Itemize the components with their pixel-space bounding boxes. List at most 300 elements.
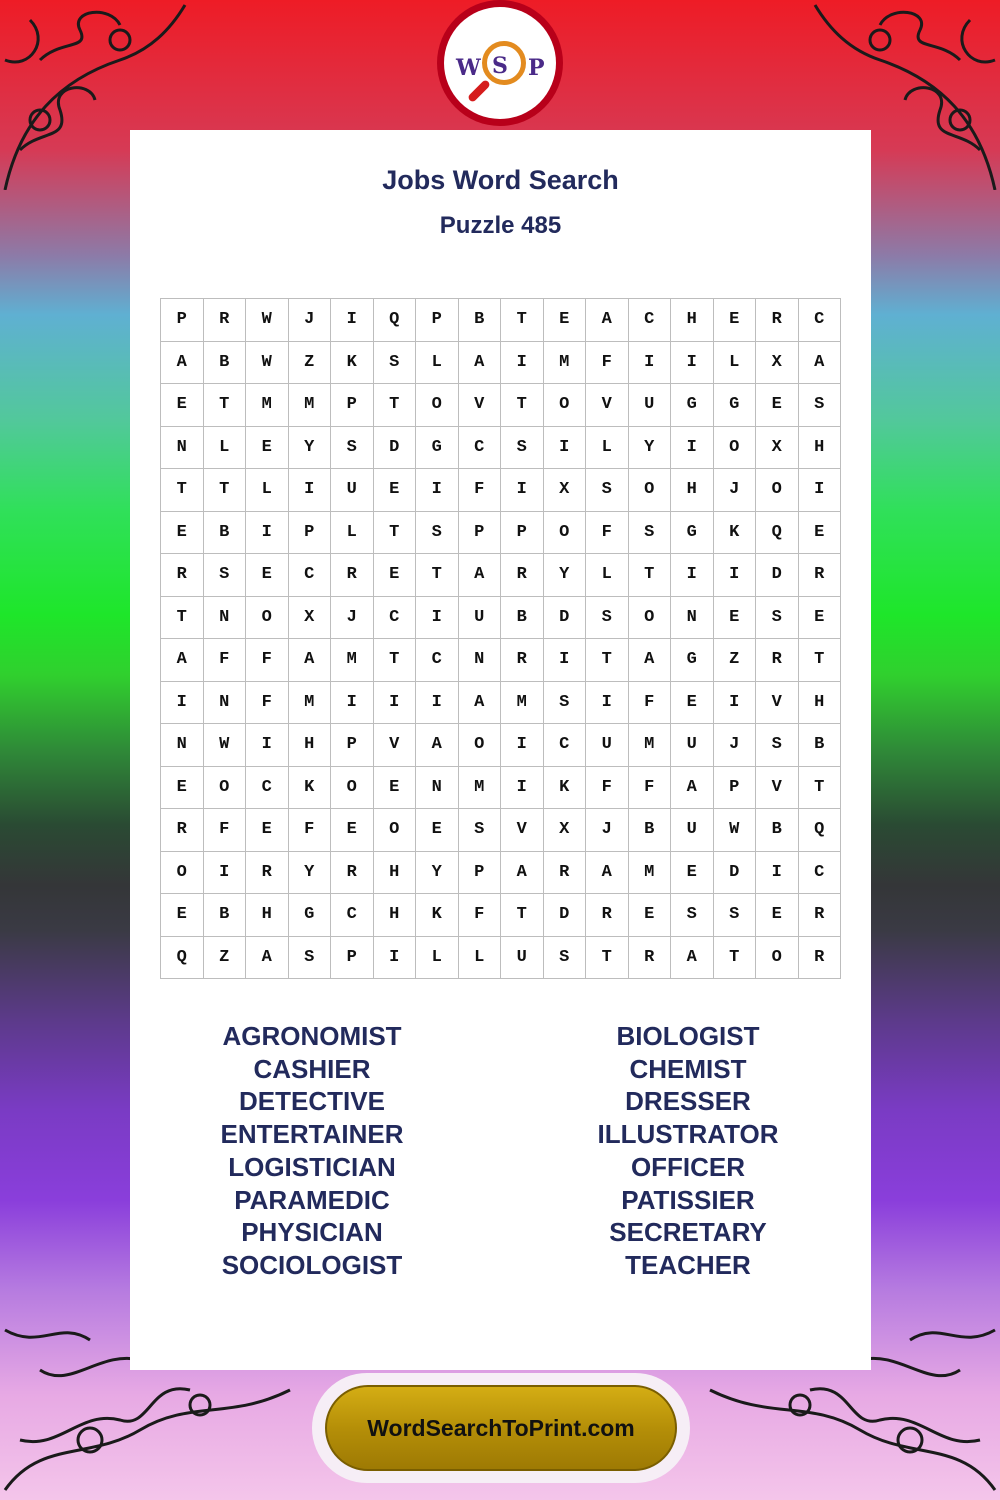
grid-cell[interactable]: X	[756, 426, 799, 469]
grid-cell[interactable]: F	[203, 639, 246, 682]
grid-cell[interactable]: O	[203, 766, 246, 809]
grid-cell[interactable]: S	[671, 894, 714, 937]
grid-cell[interactable]: D	[543, 894, 586, 937]
grid-cell[interactable]: O	[246, 596, 289, 639]
grid-cell[interactable]: Y	[288, 426, 331, 469]
grid-row	[161, 511, 841, 554]
logo-letter-w: W	[456, 55, 481, 81]
grid-cell[interactable]: I	[203, 851, 246, 894]
grid-cell[interactable]: A	[586, 299, 629, 342]
grid-cell[interactable]: T	[416, 554, 459, 597]
grid-cell[interactable]: Q	[756, 511, 799, 554]
grid-cell[interactable]: V	[373, 724, 416, 767]
grid-cell[interactable]: J	[331, 596, 374, 639]
grid-row	[161, 894, 841, 937]
grid-cell[interactable]: R	[331, 851, 374, 894]
grid-row	[161, 384, 841, 427]
grid-cell[interactable]: I	[501, 341, 544, 384]
grid-cell[interactable]: I	[543, 426, 586, 469]
grid-cell[interactable]: R	[246, 851, 289, 894]
grid-cell[interactable]: T	[798, 766, 841, 809]
grid-cell[interactable]: I	[373, 936, 416, 979]
grid-cell[interactable]: T	[373, 511, 416, 554]
grid-cell[interactable]: T	[161, 469, 204, 512]
grid-row	[161, 554, 841, 597]
site-link-label: WordSearchToPrint.com	[325, 1385, 677, 1471]
grid-cell[interactable]: D	[543, 596, 586, 639]
grid-cell[interactable]: I	[288, 469, 331, 512]
grid-cell[interactable]: I	[756, 851, 799, 894]
grid-cell[interactable]: I	[543, 639, 586, 682]
site-link-button[interactable]	[312, 1373, 690, 1483]
grid-row	[161, 639, 841, 682]
grid-cell[interactable]: T	[501, 894, 544, 937]
grid-cell[interactable]: X	[543, 469, 586, 512]
grid-cell[interactable]: E	[628, 894, 671, 937]
grid-cell[interactable]: B	[756, 809, 799, 852]
grid-cell[interactable]: T	[373, 639, 416, 682]
grid-row	[161, 469, 841, 512]
grid-cell[interactable]: E	[671, 681, 714, 724]
grid-cell[interactable]: W	[246, 299, 289, 342]
grid-cell[interactable]: I	[628, 341, 671, 384]
grid-cell[interactable]: S	[713, 894, 756, 937]
grid-cell[interactable]: Z	[288, 341, 331, 384]
grid-cell[interactable]: V	[756, 681, 799, 724]
grid-cell[interactable]: B	[798, 724, 841, 767]
grid-cell[interactable]: L	[331, 511, 374, 554]
grid-cell[interactable]: P	[331, 936, 374, 979]
grid-cell[interactable]: R	[501, 639, 544, 682]
grid-cell[interactable]: S	[756, 596, 799, 639]
grid-cell[interactable]: P	[288, 511, 331, 554]
grid-cell[interactable]: N	[161, 426, 204, 469]
grid-cell[interactable]: M	[543, 341, 586, 384]
grid-cell[interactable]: V	[458, 384, 501, 427]
grid-cell[interactable]: Y	[416, 851, 459, 894]
grid-cell[interactable]: R	[543, 851, 586, 894]
grid-cell[interactable]: C	[416, 639, 459, 682]
grid-cell[interactable]: B	[628, 809, 671, 852]
grid-cell[interactable]: F	[586, 511, 629, 554]
grid-cell[interactable]: A	[416, 724, 459, 767]
grid-cell[interactable]: A	[458, 681, 501, 724]
grid-cell[interactable]: F	[458, 469, 501, 512]
grid-cell[interactable]: O	[458, 724, 501, 767]
grid-cell[interactable]: T	[373, 384, 416, 427]
grid-cell[interactable]: D	[756, 554, 799, 597]
grid-cell[interactable]: M	[458, 766, 501, 809]
grid-cell[interactable]: A	[671, 766, 714, 809]
grid-cell[interactable]: R	[756, 639, 799, 682]
grid-cell[interactable]: L	[246, 469, 289, 512]
grid-cell[interactable]: T	[586, 936, 629, 979]
grid-cell[interactable]: I	[501, 469, 544, 512]
grid-cell[interactable]: I	[246, 511, 289, 554]
grid-cell[interactable]: R	[798, 894, 841, 937]
grid-cell[interactable]: S	[543, 936, 586, 979]
grid-cell[interactable]: E	[331, 809, 374, 852]
grid-cell[interactable]: L	[416, 341, 459, 384]
grid-row	[161, 426, 841, 469]
grid-cell[interactable]: R	[331, 554, 374, 597]
grid-cell[interactable]: E	[373, 469, 416, 512]
grid-cell[interactable]: Z	[713, 639, 756, 682]
grid-cell[interactable]: E	[161, 766, 204, 809]
grid-cell[interactable]: R	[161, 809, 204, 852]
grid-cell[interactable]: B	[203, 341, 246, 384]
grid-cell[interactable]: N	[416, 766, 459, 809]
grid-cell[interactable]: H	[288, 724, 331, 767]
grid-cell[interactable]: U	[671, 724, 714, 767]
grid-cell[interactable]: E	[246, 554, 289, 597]
grid-cell[interactable]: F	[586, 766, 629, 809]
grid-row	[161, 766, 841, 809]
grid-cell[interactable]: N	[203, 596, 246, 639]
grid-cell[interactable]: G	[288, 894, 331, 937]
grid-cell[interactable]: G	[416, 426, 459, 469]
grid-cell[interactable]: Z	[203, 936, 246, 979]
grid-cell[interactable]: E	[246, 809, 289, 852]
grid-cell[interactable]: C	[798, 851, 841, 894]
grid-cell[interactable]: G	[671, 384, 714, 427]
puzzle-number: Puzzle 485	[439, 212, 562, 239]
grid-cell[interactable]: X	[288, 596, 331, 639]
grid-cell[interactable]: B	[203, 894, 246, 937]
grid-row	[161, 681, 841, 724]
grid-cell[interactable]: L	[203, 426, 246, 469]
grid-cell[interactable]: C	[798, 299, 841, 342]
grid-cell[interactable]: M	[246, 384, 289, 427]
grid-cell[interactable]: I	[798, 469, 841, 512]
grid-cell[interactable]: I	[671, 341, 714, 384]
grid-cell[interactable]: I	[671, 554, 714, 597]
grid-row	[161, 596, 841, 639]
grid-cell[interactable]: I	[331, 681, 374, 724]
letter-grid	[160, 298, 841, 979]
grid-cell[interactable]: W	[713, 809, 756, 852]
grid-cell[interactable]: F	[628, 766, 671, 809]
grid-cell[interactable]: Q	[373, 299, 416, 342]
grid-cell[interactable]: Q	[798, 809, 841, 852]
grid-cell[interactable]: I	[586, 681, 629, 724]
grid-cell[interactable]: R	[628, 936, 671, 979]
magnifier-handle	[467, 79, 491, 103]
grid-cell[interactable]: S	[586, 469, 629, 512]
grid-cell[interactable]: R	[798, 554, 841, 597]
grid-cell[interactable]: S	[798, 384, 841, 427]
grid-cell[interactable]: D	[713, 851, 756, 894]
grid-cell[interactable]: O	[416, 384, 459, 427]
grid-cell[interactable]: E	[671, 851, 714, 894]
grid-cell[interactable]: L	[416, 936, 459, 979]
grid-cell[interactable]: U	[331, 469, 374, 512]
grid-cell[interactable]: S	[458, 809, 501, 852]
grid-cell[interactable]: S	[373, 341, 416, 384]
grid-cell[interactable]: F	[586, 341, 629, 384]
grid-cell[interactable]: I	[416, 681, 459, 724]
grid-cell[interactable]: C	[246, 766, 289, 809]
grid-cell[interactable]: H	[671, 469, 714, 512]
grid-cell[interactable]: T	[203, 469, 246, 512]
grid-cell[interactable]: E	[416, 809, 459, 852]
grid-row	[161, 851, 841, 894]
grid-cell[interactable]: P	[331, 724, 374, 767]
grid-cell[interactable]: K	[713, 511, 756, 554]
grid-cell[interactable]: S	[288, 936, 331, 979]
grid-cell[interactable]: A	[458, 341, 501, 384]
grid-cell[interactable]: S	[203, 554, 246, 597]
grid-cell[interactable]: M	[501, 681, 544, 724]
grid-cell[interactable]: S	[501, 426, 544, 469]
grid-cell[interactable]: T	[501, 299, 544, 342]
grid-cell[interactable]: A	[288, 639, 331, 682]
word-list-right	[538, 1020, 838, 1282]
grid-cell[interactable]: V	[756, 766, 799, 809]
grid-cell[interactable]: R	[161, 554, 204, 597]
grid-cell[interactable]: P	[458, 511, 501, 554]
logo-letter-p: P	[528, 55, 545, 81]
grid-cell[interactable]: O	[161, 851, 204, 894]
grid-cell[interactable]: T	[161, 596, 204, 639]
grid-cell[interactable]: O	[543, 511, 586, 554]
grid-cell[interactable]: S	[331, 426, 374, 469]
puzzle-title: Jobs Word Search	[382, 165, 619, 195]
grid-cell[interactable]: Y	[543, 554, 586, 597]
grid-row	[161, 936, 841, 979]
grid-cell[interactable]: A	[458, 554, 501, 597]
grid-cell[interactable]: N	[203, 681, 246, 724]
grid-cell[interactable]: I	[671, 426, 714, 469]
grid-cell[interactable]: T	[713, 936, 756, 979]
grid-cell[interactable]: M	[288, 384, 331, 427]
grid-cell[interactable]: E	[373, 554, 416, 597]
grid-cell[interactable]: R	[501, 554, 544, 597]
grid-cell[interactable]: J	[713, 724, 756, 767]
grid-cell[interactable]: H	[373, 894, 416, 937]
grid-cell[interactable]: H	[798, 681, 841, 724]
grid-cell[interactable]: A	[798, 341, 841, 384]
grid-cell[interactable]: U	[458, 596, 501, 639]
grid-cell[interactable]: E	[798, 511, 841, 554]
grid-cell[interactable]: Y	[628, 426, 671, 469]
grid-cell[interactable]: R	[756, 299, 799, 342]
grid-cell[interactable]: X	[543, 809, 586, 852]
grid-cell[interactable]: A	[246, 936, 289, 979]
grid-cell[interactable]: C	[288, 554, 331, 597]
grid-cell[interactable]: A	[671, 936, 714, 979]
word-list-item: CHEMIST	[629, 1053, 747, 1084]
grid-cell[interactable]: T	[501, 384, 544, 427]
grid-cell[interactable]: W	[246, 341, 289, 384]
grid-cell[interactable]: L	[586, 426, 629, 469]
grid-cell[interactable]: E	[246, 426, 289, 469]
grid-cell[interactable]: J	[713, 469, 756, 512]
grid-cell[interactable]: R	[798, 936, 841, 979]
grid-cell[interactable]: I	[331, 299, 374, 342]
grid-cell[interactable]: I	[373, 681, 416, 724]
word-list-item: LOGISTICIAN	[228, 1151, 396, 1182]
grid-cell[interactable]: C	[331, 894, 374, 937]
grid-cell[interactable]: C	[543, 724, 586, 767]
grid-cell[interactable]: E	[161, 384, 204, 427]
grid-cell[interactable]: W	[203, 724, 246, 767]
grid-cell[interactable]: A	[586, 851, 629, 894]
grid-cell[interactable]: I	[501, 724, 544, 767]
word-list-item: TEACHER	[625, 1249, 751, 1280]
grid-cell[interactable]: O	[373, 809, 416, 852]
grid-cell[interactable]: S	[756, 724, 799, 767]
grid-cell[interactable]: F	[288, 809, 331, 852]
grid-cell[interactable]: U	[501, 936, 544, 979]
grid-cell[interactable]: E	[161, 511, 204, 554]
grid-cell[interactable]: P	[713, 766, 756, 809]
grid-cell[interactable]: A	[501, 851, 544, 894]
grid-cell[interactable]: T	[628, 554, 671, 597]
grid-cell[interactable]: E	[713, 596, 756, 639]
logo-letter-s: S	[492, 53, 508, 79]
grid-cell[interactable]: R	[586, 894, 629, 937]
grid-cell[interactable]: S	[543, 681, 586, 724]
grid-cell[interactable]: M	[628, 724, 671, 767]
grid-cell[interactable]: S	[628, 511, 671, 554]
logo-badge	[444, 7, 556, 119]
word-list-left	[162, 1020, 462, 1282]
grid-cell[interactable]: I	[416, 469, 459, 512]
grid-cell[interactable]: S	[416, 511, 459, 554]
grid-cell[interactable]: I	[246, 724, 289, 767]
grid-cell[interactable]: P	[416, 299, 459, 342]
grid-cell[interactable]: E	[713, 299, 756, 342]
grid-cell[interactable]: E	[543, 299, 586, 342]
grid-cell[interactable]: H	[246, 894, 289, 937]
grid-cell[interactable]: N	[671, 596, 714, 639]
grid-cell[interactable]: E	[756, 894, 799, 937]
grid-cell[interactable]: K	[288, 766, 331, 809]
grid-cell[interactable]: E	[798, 596, 841, 639]
grid-cell[interactable]: C	[458, 426, 501, 469]
grid-cell[interactable]: A	[628, 639, 671, 682]
grid-row	[161, 341, 841, 384]
word-list-item: BIOLOGIST	[616, 1021, 760, 1051]
word-list-item: CASHIER	[253, 1053, 371, 1084]
grid-cell[interactable]: G	[713, 384, 756, 427]
grid-cell[interactable]: U	[586, 724, 629, 767]
word-list-item: DRESSER	[625, 1086, 751, 1117]
grid-cell[interactable]: L	[458, 936, 501, 979]
grid-cell[interactable]: O	[756, 936, 799, 979]
word-list-item: PATISSIER	[621, 1184, 755, 1215]
grid-cell[interactable]: M	[628, 851, 671, 894]
grid-cell[interactable]: X	[756, 341, 799, 384]
grid-cell[interactable]: U	[628, 384, 671, 427]
grid-cell[interactable]: O	[756, 469, 799, 512]
grid-cell[interactable]: C	[628, 299, 671, 342]
grid-cell[interactable]: E	[161, 894, 204, 937]
grid-cell[interactable]: B	[501, 596, 544, 639]
grid-cell[interactable]: J	[586, 809, 629, 852]
grid-cell[interactable]: B	[203, 511, 246, 554]
grid-cell[interactable]: F	[203, 809, 246, 852]
grid-cell[interactable]: F	[246, 681, 289, 724]
grid-cell[interactable]: Q	[161, 936, 204, 979]
grid-cell[interactable]: P	[161, 299, 204, 342]
grid-cell[interactable]: B	[458, 299, 501, 342]
grid-cell[interactable]: H	[671, 299, 714, 342]
grid-cell[interactable]: L	[713, 341, 756, 384]
grid-cell[interactable]: K	[331, 341, 374, 384]
grid-cell[interactable]: H	[373, 851, 416, 894]
puzzle-sheet	[130, 130, 871, 1370]
word-list-item: ENTERTAINER	[220, 1119, 404, 1150]
grid-cell[interactable]: T	[203, 384, 246, 427]
grid-cell[interactable]: J	[288, 299, 331, 342]
grid-cell[interactable]: K	[543, 766, 586, 809]
grid-cell[interactable]: C	[373, 596, 416, 639]
word-list-item: DETECTIVE	[239, 1086, 385, 1117]
word-list-item: PHYSICIAN	[241, 1217, 383, 1248]
grid-row	[161, 299, 841, 342]
grid-cell[interactable]: M	[288, 681, 331, 724]
grid-cell[interactable]: G	[671, 639, 714, 682]
word-list-item: PARAMEDIC	[234, 1184, 390, 1215]
word-list-item: SOCIOLOGIST	[221, 1249, 403, 1280]
grid-cell[interactable]: V	[586, 384, 629, 427]
grid-cell[interactable]: E	[373, 766, 416, 809]
grid-cell[interactable]: O	[628, 596, 671, 639]
grid-cell[interactable]: O	[543, 384, 586, 427]
grid-cell[interactable]: P	[501, 511, 544, 554]
grid-cell[interactable]: A	[161, 639, 204, 682]
grid-cell[interactable]: T	[798, 639, 841, 682]
grid-cell[interactable]: U	[671, 809, 714, 852]
grid-cell[interactable]: K	[416, 894, 459, 937]
grid-cell[interactable]: P	[458, 851, 501, 894]
grid-cell[interactable]: Y	[288, 851, 331, 894]
grid-cell[interactable]: F	[458, 894, 501, 937]
grid-cell[interactable]: D	[373, 426, 416, 469]
grid-cell[interactable]: S	[586, 596, 629, 639]
grid-cell[interactable]: I	[161, 681, 204, 724]
grid-cell[interactable]: O	[628, 469, 671, 512]
grid-cell[interactable]: N	[458, 639, 501, 682]
grid-cell[interactable]: V	[501, 809, 544, 852]
site-logo[interactable]	[437, 0, 563, 126]
grid-cell[interactable]: E	[756, 384, 799, 427]
grid-cell[interactable]: I	[713, 554, 756, 597]
word-list-item: ILLUSTRATOR	[597, 1119, 779, 1150]
grid-cell[interactable]: P	[331, 384, 374, 427]
grid-cell[interactable]: O	[713, 426, 756, 469]
grid-cell[interactable]: N	[161, 724, 204, 767]
grid-cell[interactable]: T	[586, 639, 629, 682]
grid-cell[interactable]: I	[501, 766, 544, 809]
grid-cell[interactable]: G	[671, 511, 714, 554]
grid-cell[interactable]: F	[628, 681, 671, 724]
grid-cell[interactable]: I	[416, 596, 459, 639]
grid-cell[interactable]: O	[331, 766, 374, 809]
grid-cell[interactable]: R	[203, 299, 246, 342]
grid-row	[161, 809, 841, 852]
word-list-item: AGRONOMIST	[222, 1021, 402, 1051]
grid-row	[161, 724, 841, 767]
grid-cell[interactable]: M	[331, 639, 374, 682]
grid-cell[interactable]: F	[246, 639, 289, 682]
grid-cell[interactable]: I	[713, 681, 756, 724]
grid-cell[interactable]: H	[798, 426, 841, 469]
grid-cell[interactable]: A	[161, 341, 204, 384]
grid-cell[interactable]: L	[586, 554, 629, 597]
